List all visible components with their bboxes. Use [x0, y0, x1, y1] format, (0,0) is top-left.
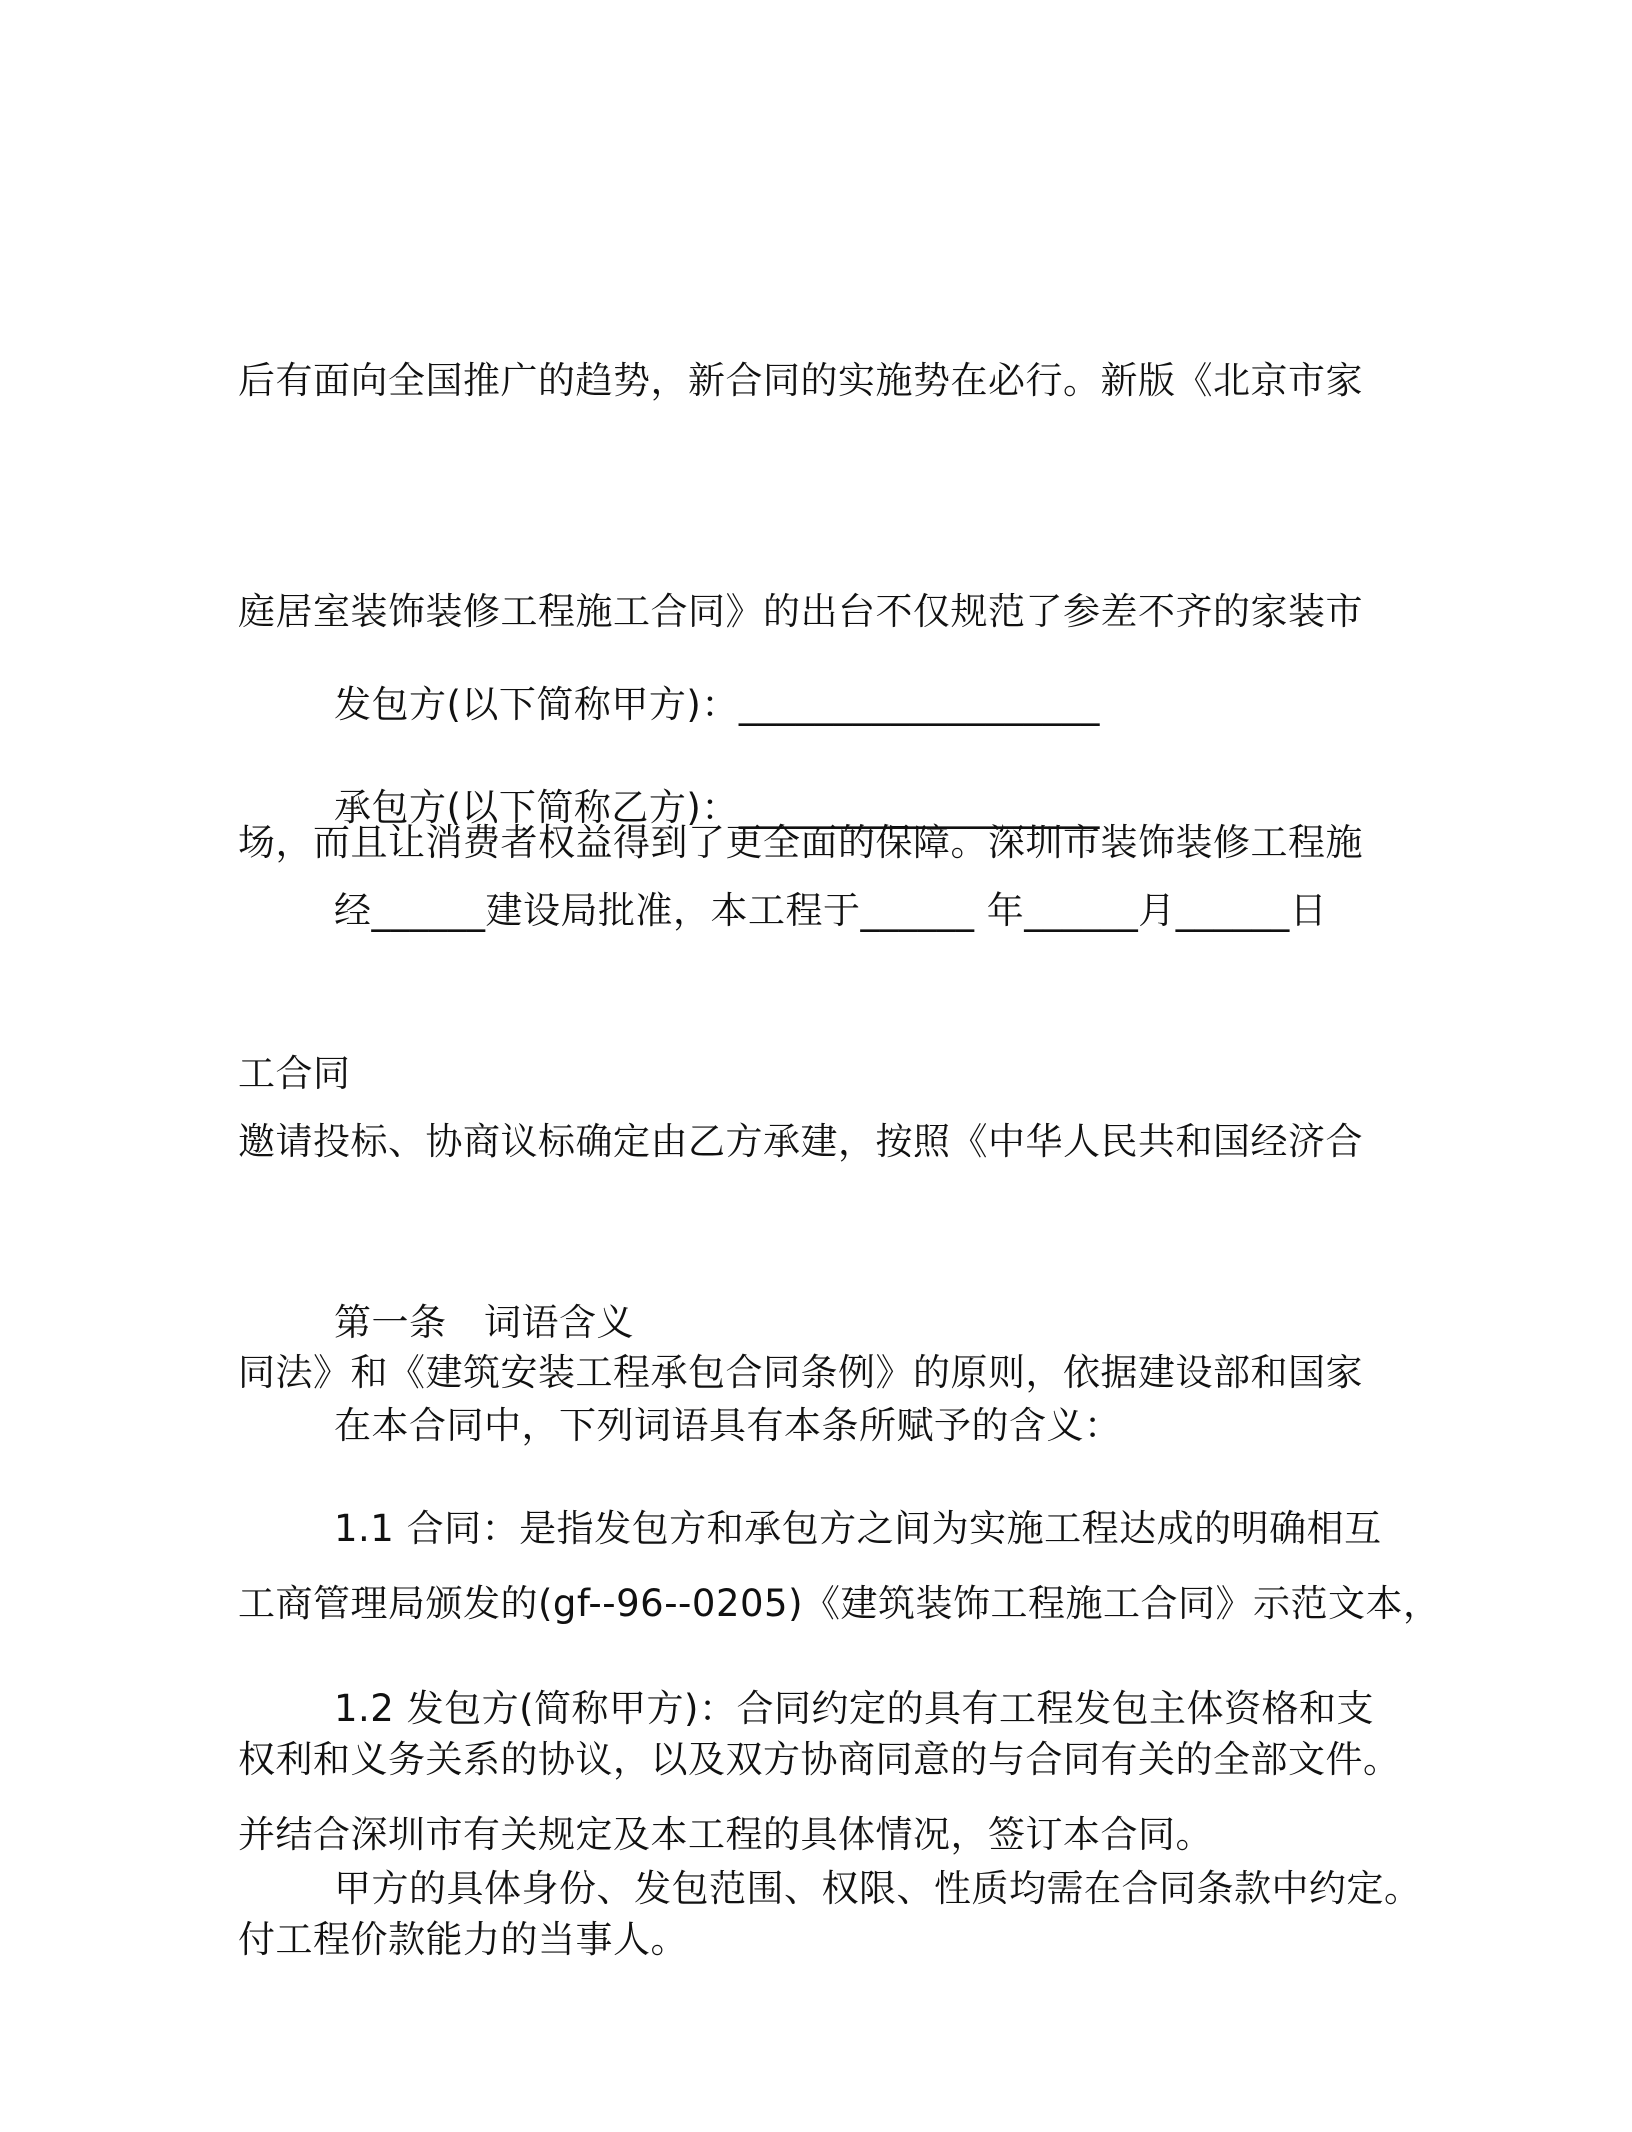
approval-line-3: 同法》和《建筑安装工程承包合同条例》的原则，依据建设部和国家: [238, 1351, 1363, 1394]
approval-line-1: 经______建设局批准，本工程于______ 年______月______日: [334, 889, 1328, 932]
clause-1-2-note-text: 甲方的具体身份、发包范围、权限、性质均需在合同条款中约定。: [334, 1867, 1422, 1910]
intro-line-2: 庭居室装饰装修工程施工合同》的出台不仅规范了参差不齐的家装市: [238, 590, 1363, 633]
clause-1-2-line-1: 1.2 发包方(简称甲方)：合同约定的具有工程发包主体资格和支: [334, 1687, 1374, 1730]
approval-line-5: 并结合深圳市有关规定及本工程的具体情况，签订本合同。: [238, 1813, 1213, 1856]
party-a-text: 发包方(以下简称甲方)：___________________: [334, 683, 1100, 726]
intro-line-1: 后有面向全国推广的趋势，新合同的实施势在必行。新版《北京市家: [238, 359, 1363, 402]
approval-line-4: 工商管理局颁发的(gf--96--0205)《建筑装饰工程施工合同》示范文本，: [238, 1582, 1441, 1625]
article-1-title: 第一条 词语含义: [334, 1301, 634, 1344]
intro-line-3: 场，而且让消费者权益得到了更全面的保障。深圳市装饰装修工程施: [238, 821, 1363, 864]
clause-1-1-line-1: 1.1 合同：是指发包方和承包方之间为实施工程达成的明确相互: [334, 1507, 1382, 1550]
intro-line-4: 工合同: [238, 1052, 351, 1095]
clause-1-2-note-paragraph: [238, 1696, 1420, 2081]
clause-1-2-line-2: 付工程价款能力的当事人。: [238, 1918, 688, 1961]
party-b-text: 承包方(以下简称乙方)：___________________: [334, 786, 1100, 829]
clause-1-1-line-2: 权利和义务关系的协议，以及双方协商同意的与合同有关的全部文件。: [238, 1738, 1401, 1781]
approval-line-2: 邀请投标、协商议标确定由乙方承建，按照《中华人民共和国经济合: [238, 1120, 1363, 1163]
article-1-intro-text: 在本合同中，下列词语具有本条所赋予的含义：: [334, 1404, 1122, 1447]
